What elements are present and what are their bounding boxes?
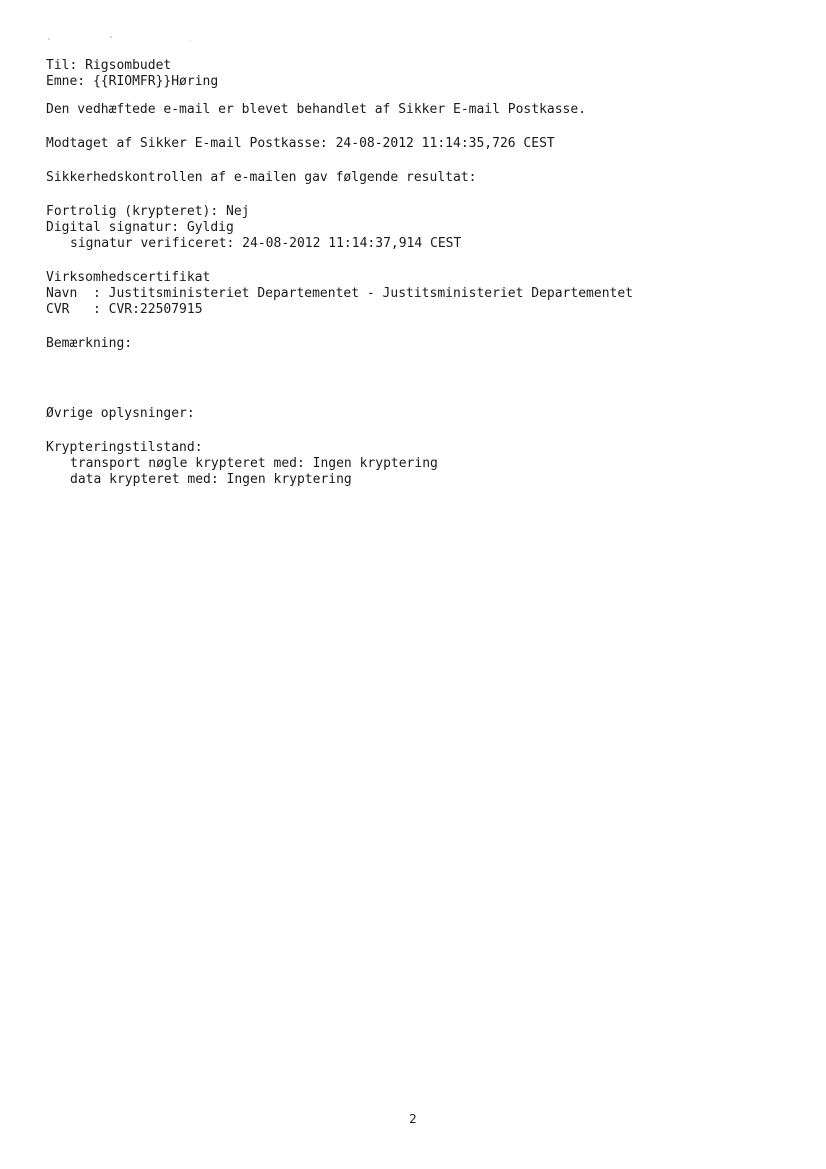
confidential-line: Fortrolig (krypteret): Nej (46, 204, 250, 219)
encryption-heading: Krypteringstilstand: (46, 440, 203, 455)
email-report (46, 58, 806, 488)
signature-verified-line: signatur verificeret: 24-08-2012 11:14:37,914 CEST (70, 236, 462, 251)
scan-speck (190, 40, 191, 41)
other-info-line: Øvrige oplysninger: (46, 406, 195, 421)
security-check-line: Sikkerhedskontrollen af e-mailen gav følgende resultat: (46, 170, 477, 185)
recipient-line: Til: Rigsombudet (46, 58, 172, 73)
signature-line: Digital signatur: Gyldig (46, 220, 234, 235)
page-number: 2 (409, 1112, 417, 1126)
data-encryption-line: data krypteret med: Ingen kryptering (70, 472, 352, 487)
transport-encryption-line: transport nøgle krypteret med: Ingen kryptering (70, 456, 438, 471)
certificate-heading: Virksomhedscertifikat (46, 270, 211, 285)
received-line: Modtaget af Sikker E-mail Postkasse: 24-08-2012 11:14:35,726 CEST (46, 136, 555, 151)
intro-line: Den vedhæftede e-mail er blevet behandlet af Sikker E-mail Postkasse. (46, 102, 587, 117)
remark-line: Bemærkning: (46, 336, 133, 351)
certificate-cvr-line: CVR : CVR:22507915 (46, 302, 203, 317)
scan-speck (48, 38, 50, 40)
subject-line: Emne: {{RIOMFR}}Høring (46, 74, 219, 89)
certificate-name-line: Navn : Justitsministeriet Departementet - Justitsministeriet Departementet (46, 286, 633, 301)
scan-speck (110, 36, 112, 38)
